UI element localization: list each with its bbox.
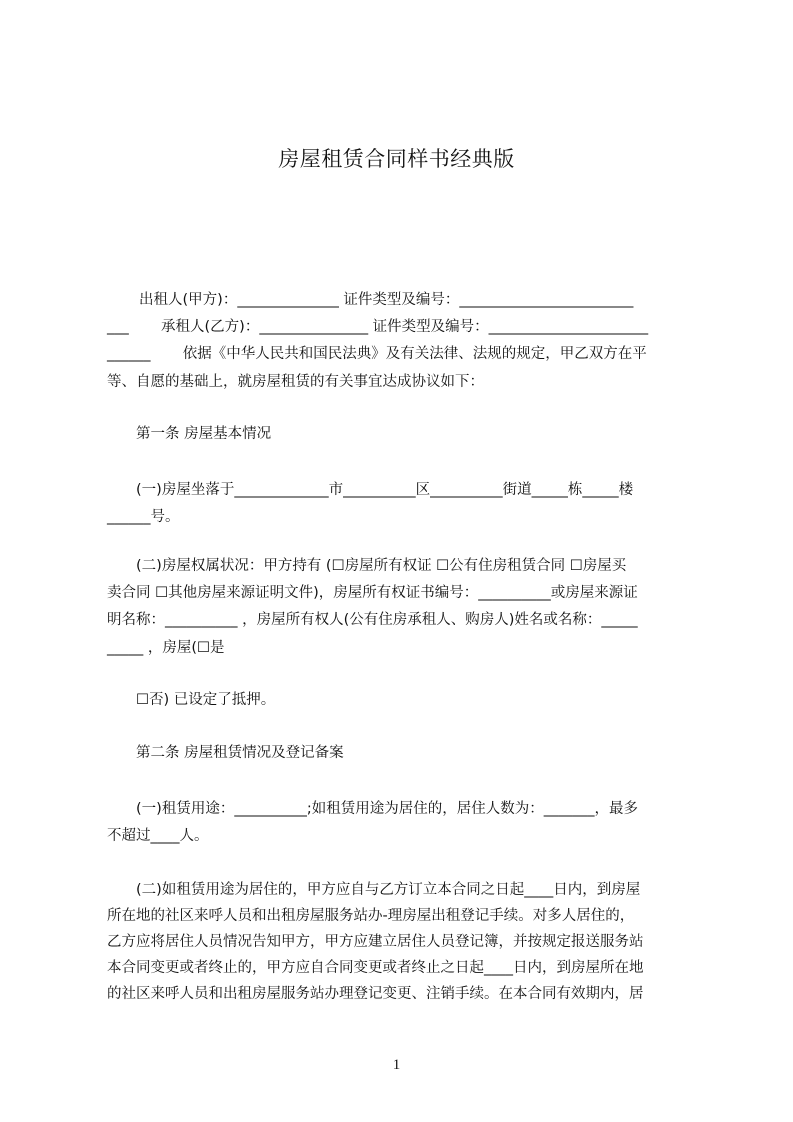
text-line: ___ 承租人(乙方)：_______________ 证件类型及编号：______________________: [107, 319, 649, 335]
text-line: ☐否) 已设定了抵押。: [136, 692, 276, 708]
text-line: (一)租赁用途：__________;如租赁用途为居住的，居住人数为：_______，最多: [136, 801, 638, 817]
text-line: ______ 依据《中华人民共和国民法典》及有关法律、法规的规定，甲乙双方在平: [107, 346, 647, 362]
section-heading: 第二条 房屋租赁情况及登记备案: [136, 745, 344, 761]
page-number: 1: [392, 1057, 401, 1073]
text-line: ______号。: [107, 509, 180, 525]
text-line: _____ ，房屋(☐是: [107, 640, 225, 656]
text-line: 明名称：__________ ，房屋所有权人(公有住房承租人、购房人)姓名或名称：_____: [107, 612, 638, 628]
section-heading: 第一条 房屋基本情况: [136, 426, 272, 442]
text-line: 的社区来呼人员和出租房屋服务站办理登记变更、注销手续。在本合同有效期内，居: [107, 986, 644, 1002]
text-line: (一)房屋坐落于_____________市__________区__________街道_____栋_____楼: [136, 482, 634, 498]
text-line: 乙方应将居住人员情况告知甲方，甲方应建立居住人员登记簿，并按规定报送服务站: [107, 934, 644, 950]
text-line: 出租人(甲方)：______________ 证件类型及编号：________________________: [139, 292, 634, 308]
text-line: 本合同变更或者终止的，甲方应自合同变更或者终止之日起____日内，到房屋所在地: [107, 960, 644, 976]
text-line: (二)房屋权属状况：甲方持有 (☐房屋所有权证 ☐公有住房租赁合同 ☐房屋买: [136, 558, 627, 574]
text-line: 等、自愿的基础上，就房屋租赁的有关事宜达成协议如下：: [107, 374, 484, 390]
text-line: 卖合同 ☐其他房屋来源证明文件)，房屋所有权证书编号：__________或房屋来源证: [107, 585, 638, 601]
text-line: 不超过____人。: [107, 828, 209, 844]
text-line: (二)如租赁用途为居住的，甲方应自与乙方订立本合同之日起____日内，到房屋: [136, 882, 641, 898]
document-title: 房屋租赁合同样书经典版: [278, 147, 515, 171]
text-line: 所在地的社区来呼人员和出租房屋服务站办-理房屋出租登记手续。对多人居住的，: [107, 908, 635, 924]
